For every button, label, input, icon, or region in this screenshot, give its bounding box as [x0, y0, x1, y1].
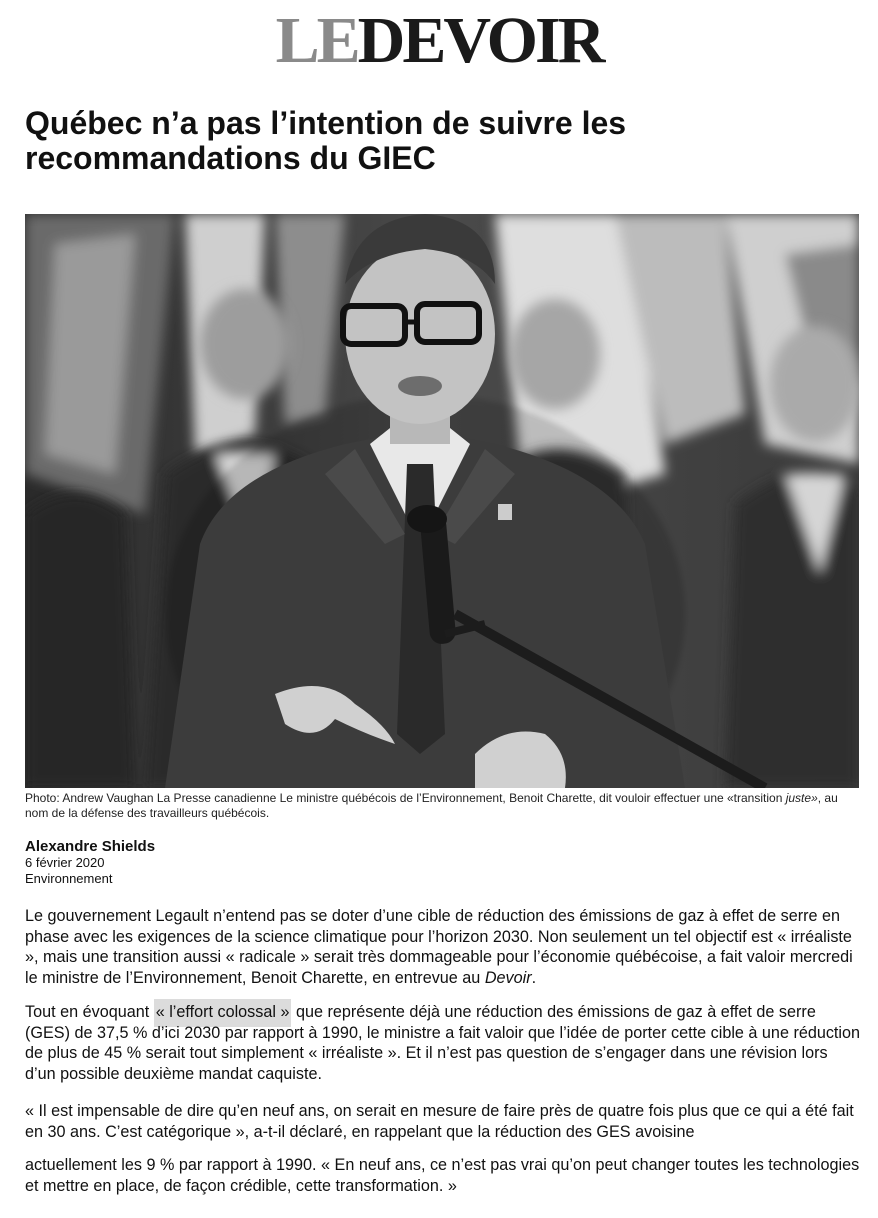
paragraph-3-text: « Il est impensable de dire qu’en neuf ans, on serait en mesure de faire près de quatre fois plus que ce qui a été fait en 30 ans. C’est catégorique », a-t-il déclaré, en rappelant que la réduction des GES avoisine: [25, 1102, 854, 1141]
headline-line-2: recommandations du GIEC: [25, 140, 436, 176]
paragraph-4: [25, 1155, 861, 1196]
paragraph-2: [25, 1002, 861, 1084]
paragraph-1-text: Le gouvernement Legault n’entend pas se doter d’une cible de réduction des émissions de gaz à effet de serre en phase avec les exigences de la science climatique pour l’horizon 2030. Non seulement un tel objectif est « irréaliste », mais une transition aussi « radicale » serait très dommageable pour l’économie québécoise, a fait valoir mercredi le ministre de l’Environnement, Benoit Charette, en entrevue au: [25, 907, 853, 987]
article-photo[interactable]: [25, 214, 859, 788]
photo-caption: [25, 791, 859, 821]
caption-italic: juste»: [785, 791, 818, 805]
byline: [25, 839, 155, 887]
masthead-logo[interactable]: [0, 4, 878, 77]
caption-text: Photo: Andrew Vaughan La Presse canadienne Le ministre québécois de l’Environnement, Benoit Charette, dit vouloir effectuer une «transition: [25, 791, 783, 805]
article-headline: [25, 106, 785, 176]
highlighted-quote[interactable]: « l’effort colossal »: [154, 999, 292, 1027]
paragraph-1-end: .: [531, 968, 537, 987]
paragraph-2-start: Tout en évoquant: [25, 1003, 154, 1021]
paragraph-1: [25, 906, 861, 988]
section-label[interactable]: Environnement: [25, 871, 113, 886]
paragraph-2-rest: que représente déjà une réduction des émissions de gaz à effet de serre (GES) de 37,5 % d’ici 2030 par rapport à 1990, le ministre a fait valoir que l’idée de porter cette cible à une réduction de plus de 45 % serait tout simplement « irréaliste ». Et il n’est pas question de s’engager dans une révision lors d’un possible deuxième mandat caquiste.: [25, 1003, 861, 1083]
paragraph-1-italic: Devoir: [484, 968, 532, 987]
logo-devoir: DEVOIR: [357, 4, 603, 77]
paragraph-3: [25, 1101, 861, 1142]
minister-photo-image: [25, 214, 859, 788]
headline-line-1: Québec n’a pas l’intention de suivre les: [25, 105, 627, 141]
logo-le: LE: [275, 4, 358, 77]
author-name[interactable]: Alexandre Shields: [25, 838, 156, 855]
caption-end: , au nom de la défense des travailleurs québécois.: [25, 791, 838, 820]
paragraph-4-text: actuellement les 9 % par rapport à 1990. « En neuf ans, ce n’est pas vrai qu’on peut changer toutes les technologies et mettre en place, de façon crédible, cette transformation. »: [25, 1156, 860, 1195]
publish-date: 6 février 2020: [25, 855, 105, 870]
